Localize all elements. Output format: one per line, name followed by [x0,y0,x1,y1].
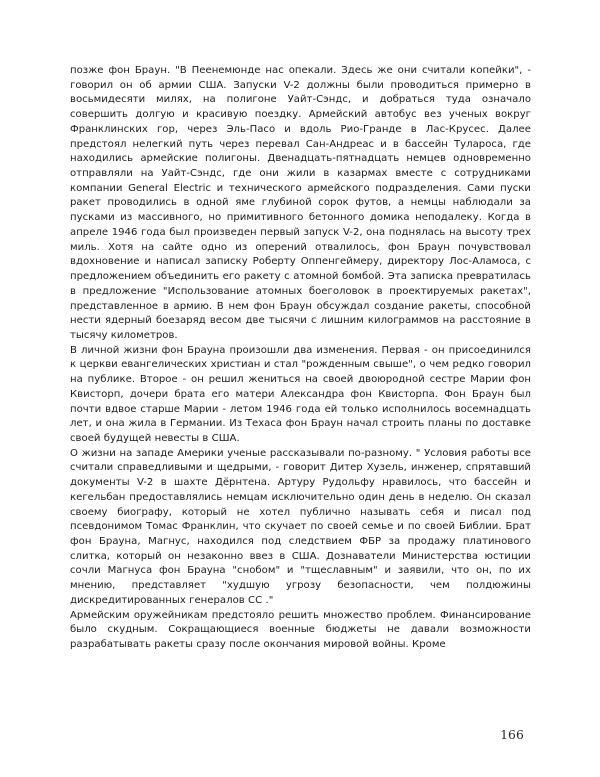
paragraph-1: позже фон Браун. "В Пеенемюнде нас опекали. Здесь же они считали копейки", - говорил он об армии США. Запуски V-2 должны были проводиться примерно в восьмидесяти милях, на полигоне Уайт-Сэндс, и добраться туда означало совершить долгую и красивую поездку. Армейский автобус вез ученых вокруг Франклинских гор, через Эль-Пасо и вдоль Рио-Гранде в Лас-Крусес. Далее предстоял нелегкий путь через перевал Сан-Андреас и в бассейн Тулароса, где находились армейские полигоны. Двенадцать-пятнадцать немцев одновременно отправляли на Уайт-Сэндс, где они жили в казармах вместе с сотрудниками компании General Electric и технического армейского подразделения. Сами пуски ракет проводились в одной яме глубиной сорок футов, а немцы наблюдали за пусками из массивного, но примитивного бетонного домика неподалеку. Когда в апреле 1946 года был произведен первый запуск V-2, она поднялась на высоту трех миль. Хотя на сайте одно из оперений отвалилось, фон Браун почувствовал вдохновение и написал записку Роберту Оппенгеймеру, директору Лос-Аламоса, с предложением объединить его ракету с атомной бомбой. Эта записка превратилась в предложение "Использование атомных боеголовок в проектируемых ракетах", представленное в армию. В нем фон Браун обсуждал создание ракеты, способной нести ядерный боезаряд весом две тысячи с лишним килограммов на расстояние в тысячу километров. [70,65,531,341]
paragraph-3: О жизни на западе Америки ученые рассказывали по-разному. " Условия работы все считали справедливыми и щедрыми, - говорит Дитер Хузель, инженер, спрятавший документы V-2 в шахте Дёрнтена. Артуру Рудольфу нравилось, что бассейн и кегельбан предоставлялись немцам исключительно один день в неделю. Он сказал своему биографу, который не хотел публично называть себя и писал под псевдонимом Томас Франклин, что скучает по своей семье и по своей Библии. Брат фон Брауна, Магнус, находился под следствием ФБР за продажу платинового слитка, который он незаконно ввез в США. Дознаватели Министерства юстиции сочли Магнуса фон Брауна "снобом" и "тщеславным" и заявили, что он, по их мнению, представляет "худшую угрозу безопасности, чем полдюжины дискредитированных генералов СС ." [70,447,531,606]
paragraph-4: Армейским оружейникам предстояло решить множество проблем. Финансирование было скудным. Сокращающиеся военные бюджеты не давали возможности разрабатывать ракеты сразу после окончания мировой войны. Кроме [70,609,531,651]
page-number: 166 [500,727,524,742]
body-text-block [70,64,531,653]
paragraph-2: В личной жизни фон Брауна произошли два изменения. Первая - он присоединился к церкви евангелических христиан и стал "рожденным свыше", о чем редко говорил на публике. Второе - он решил жениться на своей двоюродной сестре Марии фон Квисторп, дочери брата его матери Александра фон Квисторпа. Фон Браун был почти вдвое старше Марии - летом 1946 года ей только исполнилось восемнадцать лет, и она жила в Германии. Из Техаса фон Браун начал строить планы по доставке своей будущей невесты в США. [70,344,531,444]
